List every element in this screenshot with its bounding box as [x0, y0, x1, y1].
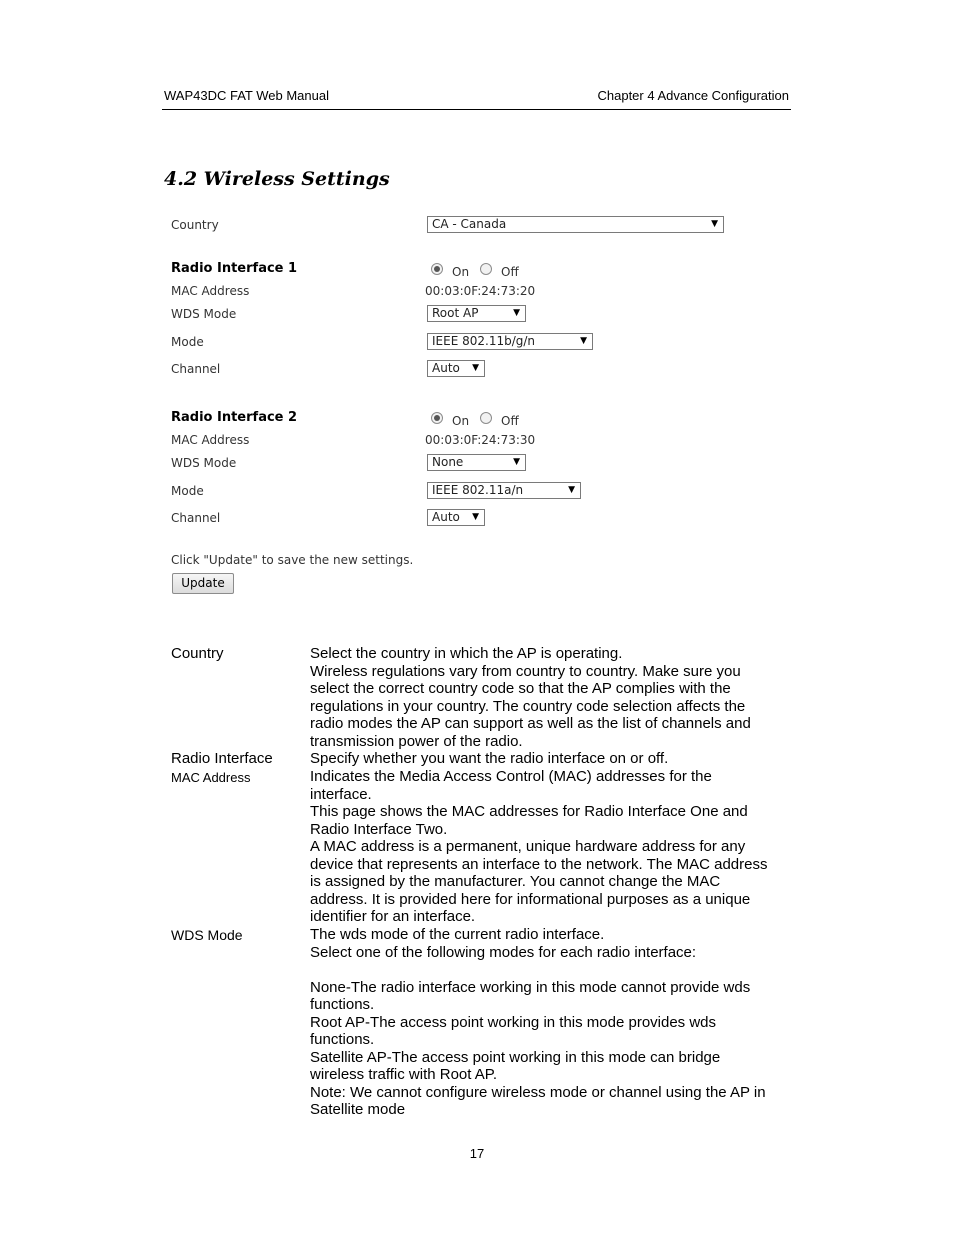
radio1-mac-label: MAC Address	[171, 284, 250, 298]
chevron-down-icon: ▼	[568, 485, 575, 495]
chevron-down-icon: ▼	[472, 512, 479, 522]
chevron-down-icon: ▼	[472, 363, 479, 373]
desc-line: Select one of the following modes for each radio interface:	[310, 943, 697, 961]
radio2-off-label: Off	[501, 414, 519, 428]
header-left: WAP43DC FAT Web Manual	[164, 88, 329, 103]
update-button[interactable]: Update	[172, 573, 234, 594]
desc-line: Select the country in which the AP is operating.	[310, 645, 623, 662]
desc-line: regulations in your country. The country code selection affects the	[310, 697, 746, 715]
desc-line: Wireless regulations vary from country to country. Make sure you	[310, 662, 741, 680]
radio2-mac-label: MAC Address	[171, 433, 250, 447]
desc-line: A MAC address is a permanent, unique hardware address for any	[310, 838, 746, 855]
desc-line: interface.	[310, 785, 372, 803]
desc-blank-line	[310, 961, 785, 979]
desc-line: address. It is provided here for informational purposes as a unique	[310, 890, 751, 908]
desc-line: wireless traffic with Root AP.	[310, 1066, 498, 1083]
radio2-mode-label: Mode	[171, 484, 204, 498]
desc-def-wds-mode	[310, 926, 785, 1119]
radio2-on-radio[interactable]	[431, 412, 443, 424]
radio2-on-label: On	[452, 414, 470, 428]
update-hint: Click "Update" to save the new settings.	[171, 553, 414, 567]
desc-term-country: Country	[171, 645, 224, 662]
chevron-down-icon: ▼	[711, 219, 718, 229]
radio1-wds-value: Root AP	[432, 306, 479, 320]
radio2-wds-value: None	[432, 455, 464, 469]
radio1-on-label: On	[452, 265, 470, 279]
desc-term-radio-interface: Radio Interface	[171, 750, 273, 767]
desc-term-mac-address: MAC Address	[171, 770, 251, 785]
radio1-mode-value: IEEE 802.11b/g/n	[432, 334, 536, 348]
radio1-on-radio[interactable]	[431, 263, 443, 275]
desc-line: Satellite AP-The access point working in this mode can bridge	[310, 1048, 721, 1066]
desc-line: Indicates the Media Access Control (MAC) addresses for the	[310, 768, 712, 785]
radio2-channel-select[interactable]	[427, 509, 485, 526]
radio1-wds-select[interactable]	[427, 305, 526, 322]
desc-def-radio-interface	[310, 750, 785, 768]
desc-line: identifier for an interface.	[310, 908, 476, 925]
section-title: 4.2 Wireless Settings	[164, 168, 390, 190]
desc-line: Specify whether you want the radio interface on or off.	[310, 750, 669, 767]
desc-def-mac-address	[310, 768, 785, 926]
chevron-down-icon: ▼	[513, 457, 520, 467]
radio2-mode-select[interactable]	[427, 482, 581, 499]
desc-line: None-The radio interface working in this mode cannot provide wds	[310, 978, 751, 996]
radio2-heading: Radio Interface 2	[171, 410, 298, 425]
country-select-value: CA - Canada	[432, 217, 507, 231]
radio1-channel-select[interactable]	[427, 360, 485, 377]
radio2-mode-value: IEEE 802.11a/n	[432, 483, 524, 497]
header-divider	[162, 109, 791, 110]
desc-line: Note: We cannot configure wireless mode or channel using the AP in	[310, 1083, 766, 1101]
desc-line: radio modes the AP can support as well as the list of channels and	[310, 715, 751, 732]
radio2-mac-value: 00:03:0F:24:73:30	[425, 433, 536, 447]
radio1-mode-select[interactable]	[427, 333, 593, 350]
page-number: 17	[469, 1146, 485, 1161]
radio1-off-label: Off	[501, 265, 519, 279]
desc-line: This page shows the MAC addresses for Radio Interface One and	[310, 803, 748, 820]
desc-line: select the correct country code so that the AP complies with the	[310, 680, 731, 697]
desc-term-wds-mode: WDS Mode	[171, 927, 243, 943]
radio1-mode-label: Mode	[171, 335, 204, 349]
radio2-wds-label: WDS Mode	[171, 456, 237, 470]
radio1-off-radio[interactable]	[480, 263, 492, 275]
radio2-off-radio[interactable]	[480, 412, 492, 424]
radio2-channel-label: Channel	[171, 511, 221, 525]
radio1-channel-value: Auto	[432, 361, 460, 375]
desc-def-country	[310, 645, 785, 750]
chevron-down-icon: ▼	[513, 308, 520, 318]
radio2-wds-select[interactable]	[427, 454, 526, 471]
desc-line: Radio Interface Two.	[310, 820, 448, 838]
desc-line: functions.	[310, 996, 375, 1013]
desc-line: transmission power of the radio.	[310, 732, 523, 750]
country-label: Country	[171, 218, 219, 232]
desc-line: functions.	[310, 1031, 375, 1048]
radio1-channel-label: Channel	[171, 362, 221, 376]
desc-line: Root AP-The access point working in this mode provides wds	[310, 1013, 717, 1031]
radio1-mac-value: 00:03:0F:24:73:20	[425, 284, 536, 298]
desc-line: device that represents an interface to the network. The MAC address	[310, 855, 768, 873]
chevron-down-icon: ▼	[580, 336, 587, 346]
country-select[interactable]	[427, 216, 724, 233]
desc-line: Satellite mode	[310, 1101, 406, 1118]
radio2-channel-value: Auto	[432, 510, 460, 524]
radio1-wds-label: WDS Mode	[171, 307, 237, 321]
header-right: Chapter 4 Advance Configuration	[597, 88, 789, 103]
radio1-heading: Radio Interface 1	[171, 261, 298, 276]
desc-line: The wds mode of the current radio interface.	[310, 926, 605, 943]
desc-line: is assigned by the manufacturer. You cannot change the MAC	[310, 873, 721, 890]
